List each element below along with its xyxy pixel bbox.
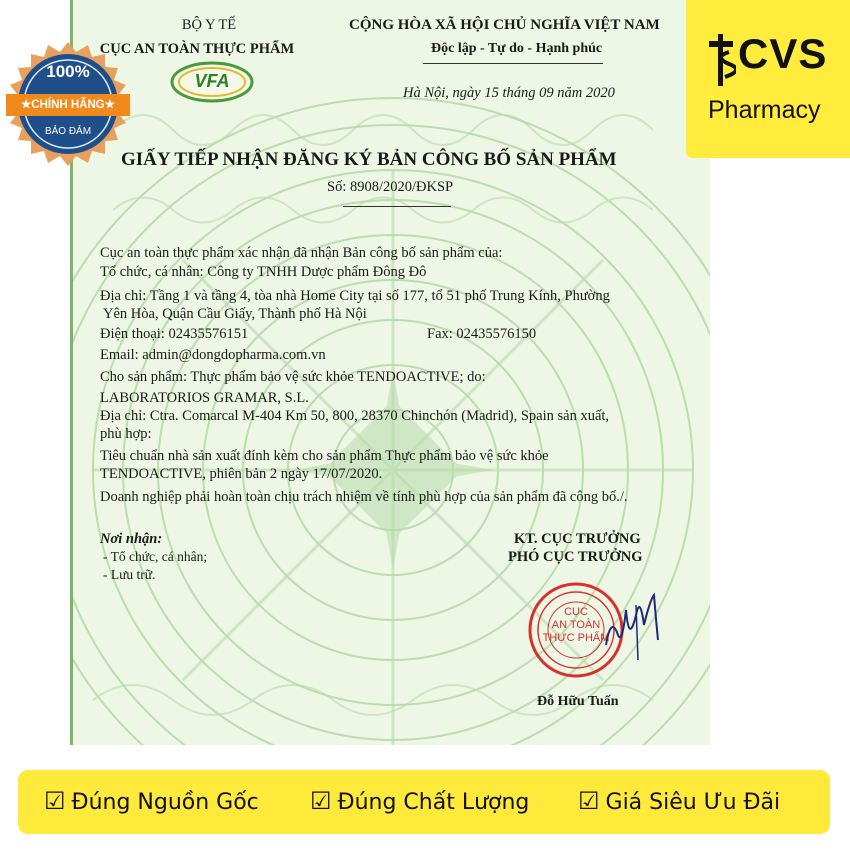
recipient-item: - Tổ chức, cá nhân; — [103, 549, 208, 564]
authentic-guarantee-badge — [4, 40, 132, 168]
check-box-icon: ☑ — [578, 787, 600, 815]
promo-bar — [18, 770, 830, 834]
badge-middle-text: ★CHÍNH HÃNG★ — [20, 99, 116, 111]
caduceus-icon — [706, 32, 736, 88]
motto-underline — [423, 63, 603, 64]
promo-item — [44, 787, 259, 815]
check-box-icon: ☑ — [310, 787, 332, 815]
body-line: Địa chỉ: Tầng 1 và tầng 4, tòa nhà Home City tại số 177, tổ 51 phố Trung Kính, Phường — [100, 288, 610, 304]
body-line: Tổ chức, cá nhân: Công ty TNHH Dược phẩm Đông Đô — [100, 264, 427, 280]
badge-top-text: 100% — [46, 62, 90, 81]
cvs-subtitle: Pharmacy — [708, 96, 821, 124]
promo-item — [310, 787, 529, 815]
body-line: Cho sản phẩm: Thực phẩm bảo vệ sức khỏe TENDOACTIVE; do: — [100, 369, 486, 385]
signer-title-1: KT. CỤC TRƯỞNG — [514, 531, 641, 547]
country-name: CỘNG HÒA XÃ HỘI CHỦ NGHĨA VIỆT NAM — [349, 17, 660, 33]
stamp-line: THỰC PHẨM — [542, 632, 610, 644]
issue-date: Hà Nội, ngày 15 tháng 09 năm 2020 — [403, 85, 615, 101]
recipient-item: - Lưu trữ. — [103, 567, 156, 582]
national-motto: Độc lập - Tự do - Hạnh phúc — [431, 41, 603, 56]
cvs-pharmacy-logo — [686, 0, 850, 158]
email-line: Email: admin@dongdopharma.com.vn — [100, 347, 326, 363]
stamp-line: CỤC — [564, 606, 588, 618]
ministry-name: BỘ Y TẾ — [181, 17, 237, 33]
signer-name: Đỗ Hữu Tuấn — [537, 694, 619, 709]
body-line: Doanh nghiệp phải hoàn toàn chịu trách nhiệm về tính phù hợp của sản phẩm đã công bố./. — [100, 489, 628, 505]
promo-label: Giá Siêu Ưu Đãi — [605, 790, 781, 815]
body-line: Yên Hòa, Quận Cầu Giấy, Thành phố Hà Nội — [103, 306, 367, 322]
body-line: Địa chỉ: Ctra. Comarcal M-404 Km 50, 800, 28370 Chinchón (Madrid), Spain sản xuất, — [100, 408, 610, 424]
badge-bottom-text: BẢO ĐẢM — [44, 126, 92, 137]
body-line: Cục an toàn thực phẩm xác nhận đã nhận Bản công bố sản phẩm của: — [100, 245, 503, 261]
signature-scribble — [596, 590, 676, 670]
body-line: Tiêu chuẩn nhà sản xuất đính kèm cho sản phẩm Thực phẩm bảo vệ sức khỏe — [100, 448, 549, 464]
promo-label: Đúng Chất Lượng — [337, 790, 530, 815]
body-line: phù hợp: — [100, 426, 152, 442]
promo-label: Đúng Nguồn Gốc — [71, 790, 259, 815]
body-line: TENDOACTIVE, phiên bản 2 ngày 17/07/2020. — [100, 466, 383, 482]
recipients-title: Nơi nhận: — [100, 531, 163, 547]
number-underline — [343, 206, 451, 207]
vfa-logo-text: VFA — [194, 71, 230, 91]
vfa-logo — [169, 60, 255, 104]
document-number: Số: 8908/2020/ĐKSP — [327, 179, 454, 195]
body-line: LABORATORIOS GRAMAR, S.L. — [100, 390, 309, 406]
check-box-icon: ☑ — [44, 787, 66, 815]
phone-line: Điện thoại: 02435576151 — [100, 326, 249, 342]
fax-line: Fax: 02435576150 — [427, 326, 537, 342]
department-name: CỤC AN TOÀN THỰC PHẨM — [99, 41, 295, 57]
cvs-logo-text: CVS — [738, 30, 828, 77]
signer-title-2: PHÓ CỤC TRƯỞNG — [508, 549, 643, 565]
stamp-line: AN TOÀN — [551, 619, 601, 631]
promo-item — [578, 787, 780, 815]
document-title: GIẤY TIẾP NHẬN ĐĂNG KÝ BẢN CÔNG BỐ SẢN PHẨM — [121, 149, 617, 170]
